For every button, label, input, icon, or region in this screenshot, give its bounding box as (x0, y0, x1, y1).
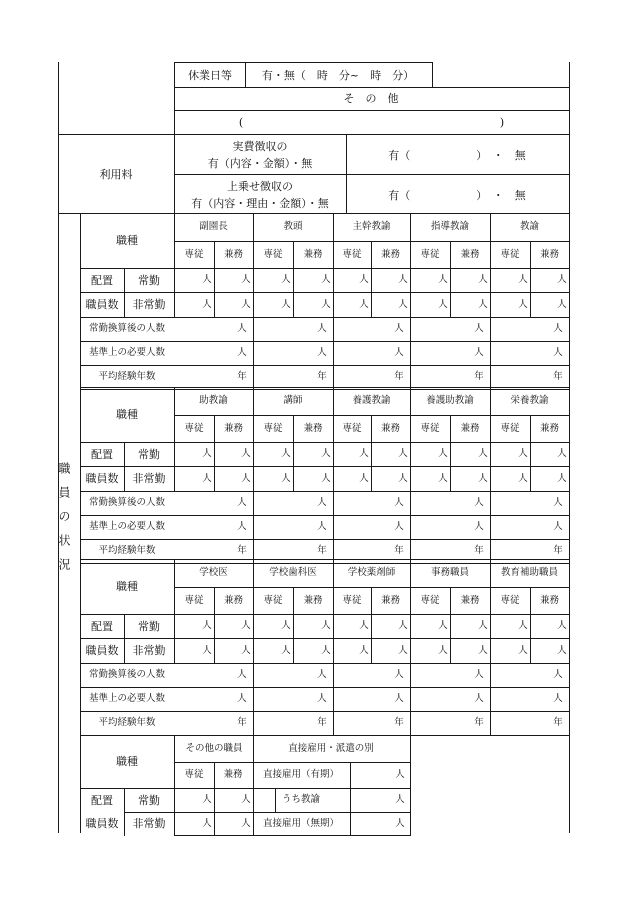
unit-year: 年 (474, 371, 484, 382)
table-rule (80, 711, 570, 712)
table-rule (490, 559, 491, 736)
placement-label: 配置 (91, 447, 113, 461)
role-header: 養護助教諭 (426, 395, 474, 406)
unit-person: 人 (474, 323, 484, 334)
actual-cost-title: 実費徴収の (232, 139, 288, 153)
table-rule (124, 812, 175, 813)
nonregular-label: 非常勤 (132, 472, 166, 485)
unit-person: 人 (321, 620, 331, 631)
table-rule (450, 241, 451, 318)
experience-years-label: 平均経験年数 (98, 545, 156, 556)
unit-person: 人 (321, 472, 331, 484)
required-count-label: 基準上の必要人数 (88, 521, 166, 532)
parttime-header: 兼務 (303, 422, 323, 434)
table-rule (80, 614, 570, 615)
unit-person: 人 (398, 448, 408, 459)
table-rule (80, 365, 570, 366)
table-rule (80, 491, 570, 492)
unit-person: 人 (553, 693, 563, 704)
table-rule (450, 415, 451, 492)
nonregular-label: 非常勤 (132, 644, 166, 657)
unit-person: 人 (281, 472, 291, 484)
table-rule (253, 835, 411, 836)
regular-label: 常勤 (138, 273, 160, 287)
table-rule (174, 241, 570, 242)
table-rule (253, 213, 254, 390)
unit-person: 人 (557, 620, 567, 631)
unit-person: 人 (237, 693, 247, 704)
other-paren-close: ) (499, 115, 505, 129)
unit-person: 人 (395, 769, 405, 780)
fulltime-header: 専従 (420, 422, 440, 434)
unit-person: 人 (553, 497, 563, 508)
extra-sub: 有（内容・理由・金額）・無 (191, 196, 329, 210)
unit-person: 人 (202, 620, 212, 631)
unit-person: 人 (394, 669, 404, 680)
placement-label: 配置 (91, 273, 113, 287)
fulltime-header: 専従 (184, 594, 204, 606)
table-rule (410, 735, 411, 836)
unit-person: 人 (202, 644, 212, 656)
unit-person: 人 (394, 693, 404, 704)
table-rule (530, 587, 531, 664)
placement-label: 配置 (91, 793, 113, 807)
table-rule (214, 762, 215, 836)
holiday-value: 有・無（ 時 分~ 時 分） (261, 68, 415, 82)
job-type-label: 職種 (116, 755, 138, 768)
parttime-header: 兼務 (380, 422, 401, 434)
parttime-header: 兼務 (380, 594, 401, 606)
table-rule (530, 415, 531, 492)
table-rule (80, 539, 570, 540)
table-rule (253, 559, 254, 736)
extra-value: 有（ ） ・ 無 (388, 188, 526, 202)
table-rule (80, 317, 570, 318)
fulltime-header: 専従 (500, 594, 520, 606)
role-header: 主幹教諭 (352, 221, 391, 232)
table-rule (490, 213, 491, 390)
table-rule (58, 62, 59, 833)
table-rule (245, 62, 246, 88)
unit-person: 人 (438, 274, 448, 285)
unit-person: 人 (281, 448, 291, 459)
actual-cost-sub: 有（内容・金額）・無 (207, 156, 313, 170)
unit-year: 年 (237, 545, 247, 556)
parttime-header: 兼務 (460, 248, 480, 260)
unit-person: 人 (241, 644, 251, 656)
of-which-teachers-label: うち教諭 (281, 794, 321, 805)
table-rule (333, 387, 334, 564)
table-rule (490, 387, 491, 564)
unit-person: 人 (202, 274, 212, 285)
unit-year: 年 (474, 545, 484, 556)
fulltime-header: 専従 (263, 248, 283, 260)
staff-count-label: 職員数 (85, 644, 119, 657)
unit-person: 人 (281, 298, 291, 310)
table-rule (174, 559, 175, 664)
table-rule (80, 663, 570, 664)
unit-person: 人 (359, 644, 369, 656)
unit-person: 人 (398, 298, 408, 310)
unit-person: 人 (557, 644, 567, 656)
unit-person: 人 (518, 620, 528, 631)
table-rule (569, 62, 570, 833)
role-header: 栄養教諭 (510, 395, 549, 406)
unit-person: 人 (202, 817, 212, 829)
unit-person: 人 (241, 794, 251, 805)
unit-person: 人 (202, 794, 212, 805)
table-rule (174, 735, 175, 836)
role-header: 助教諭 (199, 395, 228, 406)
unit-person: 人 (241, 298, 251, 310)
unit-year: 年 (237, 717, 247, 728)
table-rule (80, 563, 570, 564)
placement-label: 配置 (91, 619, 113, 633)
unit-person: 人 (317, 669, 327, 680)
table-rule (124, 788, 125, 836)
unit-person: 人 (202, 298, 212, 310)
unit-person: 人 (398, 644, 408, 656)
table-rule (530, 241, 531, 318)
table-rule (214, 415, 215, 492)
direct-indefinite-label: 直接雇用（無期） (262, 817, 340, 829)
table-rule (410, 387, 411, 564)
parttime-header: 兼務 (223, 422, 244, 434)
unit-person: 人 (237, 323, 247, 334)
table-rule (80, 442, 570, 443)
unit-person: 人 (438, 448, 448, 459)
table-rule (58, 134, 570, 135)
role-header: 教頭 (283, 221, 303, 232)
unit-person: 人 (394, 497, 404, 508)
unit-person: 人 (557, 448, 567, 459)
role-header: 養護教諭 (352, 395, 391, 406)
table-rule (58, 213, 570, 214)
parttime-header: 兼務 (223, 248, 244, 260)
other-paren-open: ( (238, 115, 244, 129)
unit-person: 人 (478, 298, 488, 310)
unit-person: 人 (237, 669, 247, 680)
fulltime-header: 専従 (500, 248, 520, 260)
role-header: 講師 (283, 395, 303, 406)
parttime-header: 兼務 (539, 594, 560, 606)
table-rule (124, 292, 175, 293)
unit-year: 年 (394, 545, 404, 556)
parttime-header: 兼務 (223, 769, 243, 780)
unit-person: 人 (237, 497, 247, 508)
table-rule (214, 587, 215, 664)
table-rule (293, 587, 294, 664)
nonregular-label: 非常勤 (132, 817, 166, 830)
table-rule (124, 466, 175, 467)
unit-person: 人 (474, 693, 484, 704)
unit-person: 人 (359, 620, 369, 631)
parttime-header: 兼務 (539, 248, 560, 260)
table-rule (80, 687, 570, 688)
unit-person: 人 (317, 693, 327, 704)
unit-person: 人 (359, 472, 369, 484)
fulltime-header: 専従 (342, 594, 362, 606)
parttime-header: 兼務 (303, 594, 323, 606)
experience-years-label: 平均経験年数 (98, 717, 156, 728)
direct-fixed-label: 直接雇用（有期） (262, 769, 340, 780)
unit-person: 人 (553, 347, 563, 358)
unit-person: 人 (478, 620, 488, 631)
job-type-label: 職種 (116, 234, 138, 247)
unit-person: 人 (394, 347, 404, 358)
unit-year: 年 (317, 545, 327, 556)
unit-person: 人 (553, 669, 563, 680)
unit-year: 年 (474, 717, 484, 728)
unit-person: 人 (478, 274, 488, 285)
unit-person: 人 (438, 472, 448, 484)
staff-count-label: 職員数 (85, 298, 119, 311)
role-header: 学校歯科医 (269, 567, 317, 578)
job-type-label: 職種 (116, 408, 138, 421)
unit-person: 人 (241, 817, 251, 829)
converted-count-label: 常勤換算後の人数 (88, 497, 166, 508)
fulltime-header: 専従 (184, 769, 204, 780)
fulltime-header: 専従 (420, 248, 440, 260)
role-header: 事務職員 (430, 567, 470, 578)
unit-person: 人 (202, 472, 212, 484)
unit-person: 人 (359, 274, 369, 285)
table-rule (275, 788, 276, 813)
required-count-label: 基準上の必要人数 (88, 693, 166, 704)
parttime-header: 兼務 (223, 594, 244, 606)
unit-year: 年 (317, 717, 327, 728)
unit-person: 人 (438, 298, 448, 310)
required-count-label: 基準上の必要人数 (88, 347, 166, 358)
parttime-header: 兼務 (539, 422, 560, 434)
table-rule (253, 812, 411, 813)
table-rule (333, 559, 334, 736)
unit-person: 人 (518, 298, 528, 310)
fulltime-header: 専従 (184, 248, 204, 260)
unit-person: 人 (474, 497, 484, 508)
table-rule (174, 62, 433, 63)
fulltime-header: 専従 (263, 422, 283, 434)
table-rule (333, 213, 334, 390)
table-rule (253, 762, 411, 763)
unit-person: 人 (553, 521, 563, 532)
unit-person: 人 (281, 620, 291, 631)
role-header: 教育補助職員 (500, 567, 559, 578)
table-rule (80, 515, 570, 516)
unit-person: 人 (241, 448, 251, 459)
unit-year: 年 (394, 371, 404, 382)
unit-person: 人 (398, 274, 408, 285)
unit-person: 人 (237, 521, 247, 532)
unit-year: 年 (237, 371, 247, 382)
staff-section-label: 職員の状況 (57, 462, 71, 582)
unit-person: 人 (281, 644, 291, 656)
unit-person: 人 (518, 448, 528, 459)
table-rule (214, 241, 215, 318)
unit-person: 人 (478, 472, 488, 484)
table-rule (174, 174, 570, 175)
unit-person: 人 (202, 448, 212, 459)
unit-person: 人 (317, 497, 327, 508)
table-rule (174, 110, 570, 111)
unit-person: 人 (557, 298, 567, 310)
unit-person: 人 (317, 323, 327, 334)
unit-person: 人 (518, 472, 528, 484)
unit-person: 人 (518, 644, 528, 656)
unit-person: 人 (317, 521, 327, 532)
table-rule (124, 638, 175, 639)
unit-person: 人 (359, 298, 369, 310)
unit-person: 人 (474, 669, 484, 680)
unit-person: 人 (394, 323, 404, 334)
unit-person: 人 (398, 620, 408, 631)
table-rule (253, 735, 254, 836)
employment-type-header: 直接雇用・派遣の別 (288, 742, 374, 754)
job-type-label: 職種 (116, 580, 138, 593)
table-rule (174, 415, 570, 416)
table-rule (174, 587, 570, 588)
table-rule (410, 213, 411, 390)
converted-count-label: 常勤換算後の人数 (88, 323, 166, 334)
unit-person: 人 (237, 347, 247, 358)
table-rule (124, 442, 125, 492)
staff-count-label: 職員数 (85, 472, 119, 485)
role-header: 学校医 (199, 567, 228, 578)
table-rule (432, 62, 433, 88)
table-rule (253, 387, 254, 564)
role-header: 副園長 (199, 221, 228, 232)
unit-person: 人 (557, 472, 567, 484)
unit-person: 人 (394, 521, 404, 532)
table-rule (174, 387, 175, 492)
unit-person: 人 (241, 472, 251, 484)
table-rule (371, 587, 372, 664)
regular-label: 常勤 (138, 447, 160, 461)
unit-person: 人 (321, 644, 331, 656)
table-rule (174, 87, 570, 88)
fulltime-header: 専従 (500, 422, 520, 434)
staff-count-label: 職員数 (85, 817, 119, 830)
table-rule (80, 268, 570, 269)
unit-year: 年 (553, 545, 563, 556)
unit-person: 人 (241, 620, 251, 631)
table-rule (80, 788, 411, 789)
actual-cost-value: 有（ ） ・ 無 (388, 148, 526, 162)
role-header: 教諭 (519, 221, 540, 232)
unit-person: 人 (478, 448, 488, 459)
role-header: その他の職員 (185, 742, 243, 754)
table-rule (124, 268, 125, 318)
unit-person: 人 (321, 274, 331, 285)
experience-years-label: 平均経験年数 (98, 371, 156, 382)
table-rule (371, 241, 372, 318)
table-rule (410, 559, 411, 736)
regular-label: 常勤 (138, 619, 160, 633)
unit-year: 年 (553, 371, 563, 382)
role-header: 指導教諭 (430, 221, 470, 232)
unit-person: 人 (438, 644, 448, 656)
holiday-label: 休業日等 (188, 68, 232, 82)
table-rule (293, 241, 294, 318)
table-rule (80, 559, 570, 560)
unit-person: 人 (359, 448, 369, 459)
unit-person: 人 (281, 274, 291, 285)
table-rule (450, 587, 451, 664)
table-rule (80, 735, 570, 736)
table-rule (124, 614, 125, 664)
unit-person: 人 (474, 521, 484, 532)
unit-person: 人 (478, 644, 488, 656)
table-rule (293, 415, 294, 492)
fees-label: 利用料 (99, 167, 133, 181)
extra-title: 上乗せ徴収の (227, 179, 293, 193)
unit-year: 年 (394, 717, 404, 728)
unit-person: 人 (438, 620, 448, 631)
fulltime-header: 専従 (342, 422, 362, 434)
unit-person: 人 (395, 817, 405, 829)
table-rule (80, 341, 570, 342)
parttime-header: 兼務 (380, 248, 401, 260)
table-rule (80, 387, 570, 388)
unit-year: 年 (317, 371, 327, 382)
unit-person: 人 (321, 448, 331, 459)
unit-person: 人 (321, 298, 331, 310)
table-rule (80, 213, 81, 833)
unit-person: 人 (398, 472, 408, 484)
parttime-header: 兼務 (303, 248, 323, 260)
parttime-header: 兼務 (460, 422, 480, 434)
table-rule (371, 415, 372, 492)
fulltime-header: 専従 (184, 422, 204, 434)
unit-person: 人 (395, 794, 405, 805)
converted-count-label: 常勤換算後の人数 (88, 669, 166, 680)
fulltime-header: 専従 (263, 594, 283, 606)
table-rule (174, 62, 175, 135)
nonregular-label: 非常勤 (132, 298, 166, 311)
parttime-header: 兼務 (460, 594, 480, 606)
role-header: 学校薬剤師 (347, 567, 396, 578)
unit-person: 人 (557, 274, 567, 285)
other-label: そ の 他 (343, 91, 399, 105)
fulltime-header: 専従 (342, 248, 362, 260)
fulltime-header: 専従 (420, 594, 440, 606)
unit-person: 人 (241, 274, 251, 285)
unit-year: 年 (553, 717, 563, 728)
regular-label: 常勤 (138, 793, 160, 807)
table-rule (174, 213, 175, 318)
unit-person: 人 (553, 323, 563, 334)
unit-person: 人 (518, 274, 528, 285)
unit-person: 人 (317, 347, 327, 358)
table-rule (80, 389, 570, 390)
table-rule (350, 762, 351, 836)
unit-person: 人 (474, 347, 484, 358)
